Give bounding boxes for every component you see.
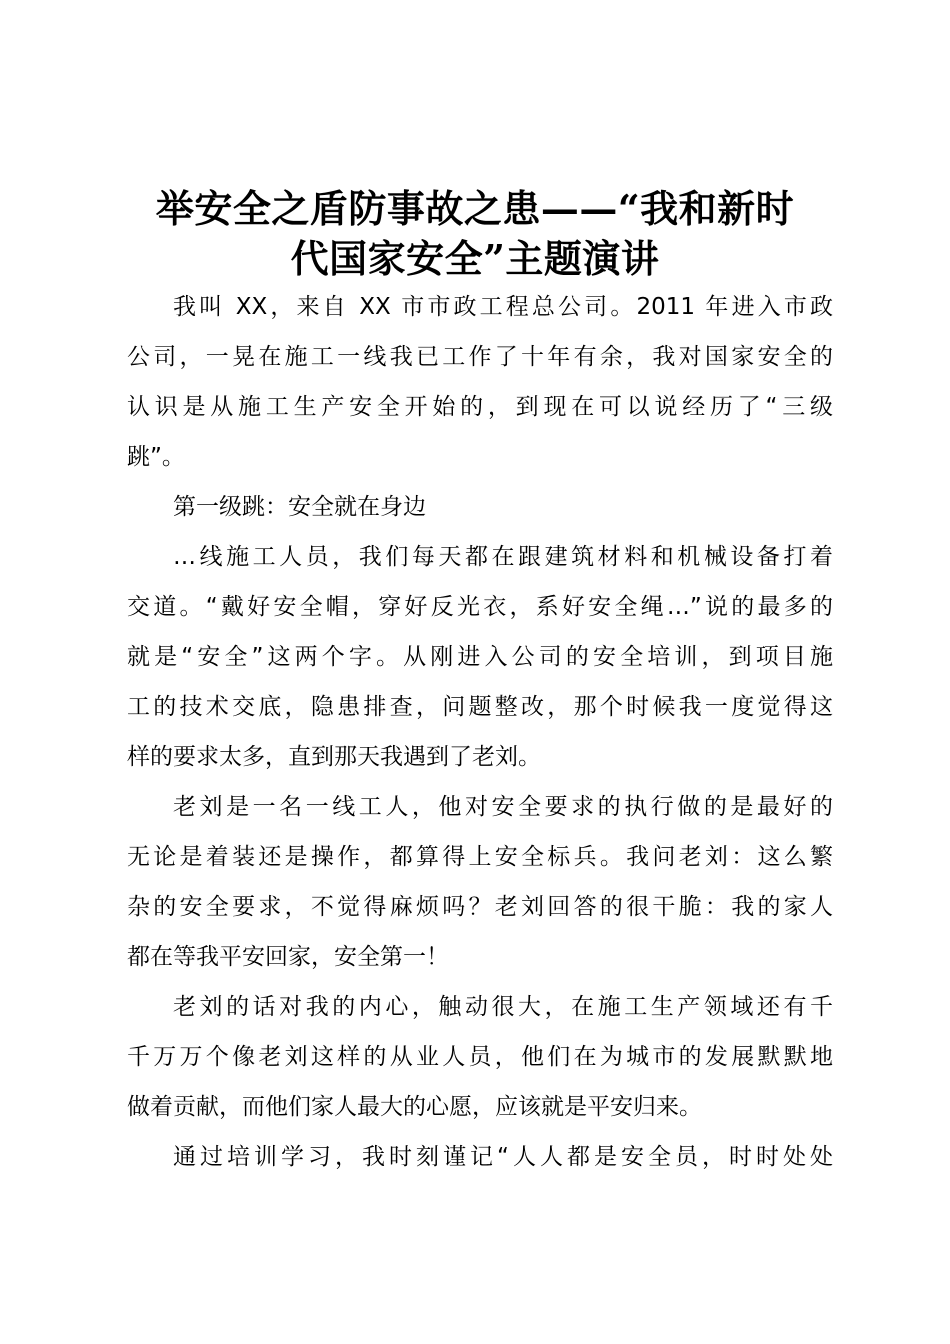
paragraph-line: 通过培训学习，我时刻谨记“人人都是安全员，时时处处 (173, 1144, 833, 1170)
paragraph-line: 杂的安全要求，不觉得麻烦吗？老刘回答的很干脆：我的家人 (127, 894, 833, 920)
paragraph-line: 工的技术交底，隐患排查，问题整改，那个时候我一度觉得这 (127, 694, 833, 720)
paragraph-line: 跳”。 (127, 444, 185, 470)
title-line-2: 代国家安全”主题演讲 (290, 236, 660, 281)
paragraph-line: 我叫 XX，来自 XX 市市政工程总公司。2011 年进入市政 (173, 294, 833, 320)
paragraph-line: 千万万个像老刘这样的从业人员，他们在为城市的发展默默地 (127, 1044, 833, 1070)
paragraph-line: 第一级跳：安全就在身边 (173, 494, 426, 520)
paragraph-line: 老刘的话对我的内心，触动很大，在施工生产领域还有千 (173, 994, 833, 1020)
paragraph-line: 公司，一晃在施工一线我已工作了十年有余，我对国家安全的 (127, 344, 833, 370)
paragraph-line: 认识是从施工生产安全开始的，到现在可以说经历了“三级 (127, 394, 833, 420)
document-title (110, 184, 840, 284)
paragraph-reflection (127, 982, 833, 1132)
title-line-1: 举安全之盾防事故之患——“我和新时 (155, 186, 795, 231)
paragraph-training (127, 1132, 833, 1182)
paragraph-line: 老刘是一名一线工人，他对安全要求的执行做的是最好的 (173, 794, 833, 820)
paragraph-line: 都在等我平安回家，安全第一！ (127, 944, 449, 970)
paragraph-line: 交道。“戴好安全帽，穿好反光衣，系好安全绳…”说的最多的 (127, 594, 833, 620)
paragraph-site-workers (127, 532, 833, 782)
section-heading-first-jump (127, 482, 833, 532)
paragraph-line: 做着贡献，而他们家人最大的心愿，应该就是平安归来。 (127, 1094, 702, 1120)
paragraph-line: 就是“安全”这两个字。从刚进入公司的安全培训，到项目施 (127, 644, 833, 670)
document-body (127, 282, 833, 1182)
paragraph-lao-liu (127, 782, 833, 982)
paragraph-line: …线施工人员，我们每天都在跟建筑材料和机械设备打着 (173, 544, 833, 570)
paragraph-intro (127, 282, 833, 482)
paragraph-line: 样的要求太多，直到那天我遇到了老刘。 (127, 744, 541, 770)
paragraph-line: 无论是着装还是操作，都算得上安全标兵。我问老刘：这么繁 (127, 844, 833, 870)
